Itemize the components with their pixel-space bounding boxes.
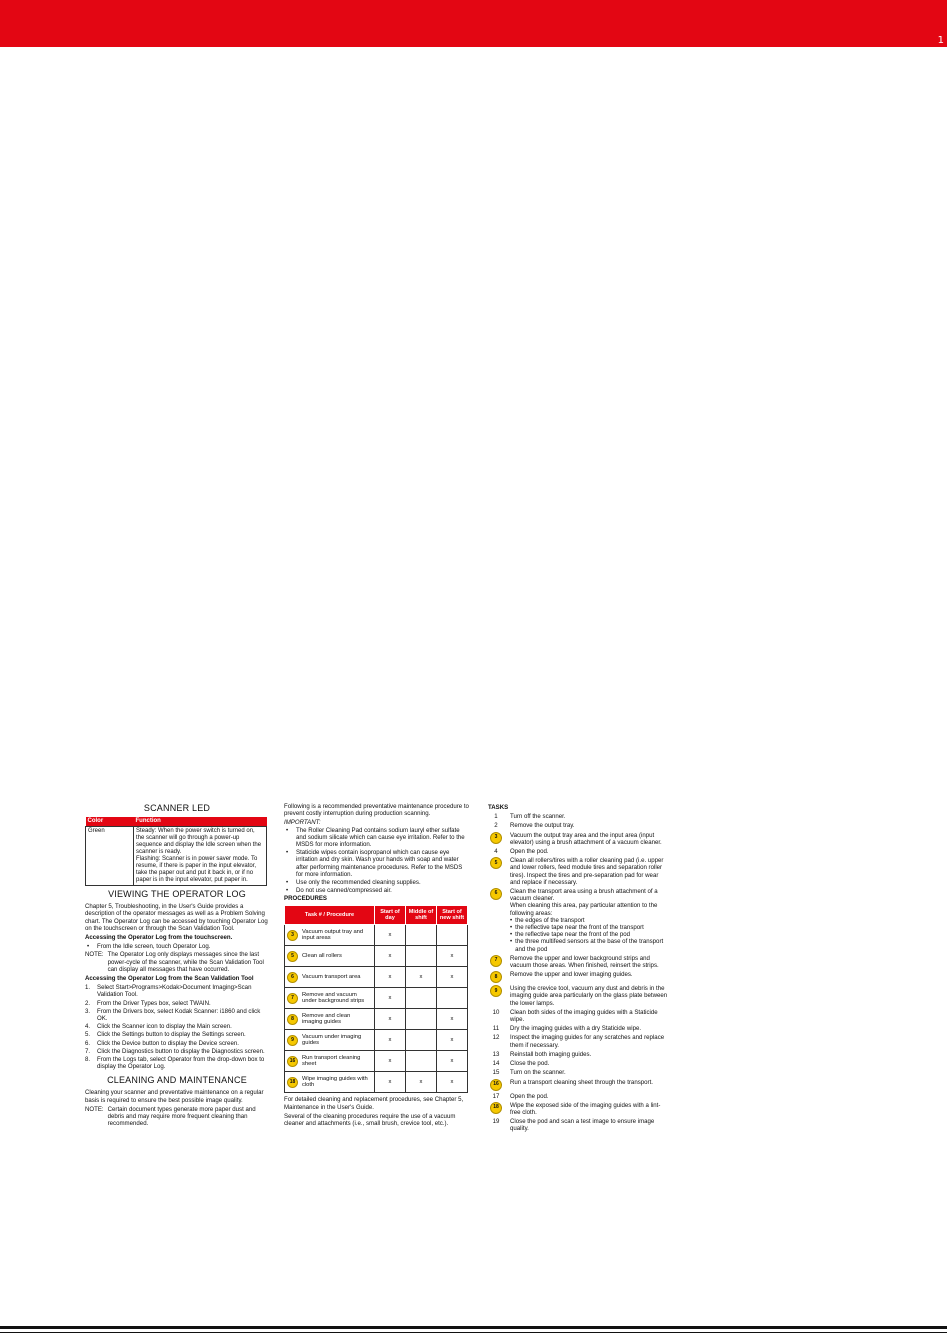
procedures-table: [284, 905, 468, 1094]
touchscreen-bullets: [85, 943, 269, 950]
task-item: [488, 955, 668, 969]
task-number: 11: [492, 1025, 500, 1033]
task-number: 15: [492, 1069, 500, 1077]
task-item: [488, 813, 668, 820]
task-number: 4: [494, 848, 498, 856]
bottom-rule-thin: [0, 1332, 947, 1333]
led-function-cell: [134, 827, 267, 886]
task-item: [488, 857, 668, 886]
task-item: [488, 832, 668, 846]
task-text: Run a transport cleaning sheet through the transport.: [510, 1078, 653, 1086]
corner-mark: 1: [937, 35, 944, 46]
led-header-function: Function: [134, 817, 267, 827]
proc-header-new: Start of new shift: [437, 905, 468, 925]
task-number: 12: [492, 1034, 500, 1042]
task-number: 2: [494, 822, 498, 830]
task-number: 1: [494, 813, 498, 821]
schedule-cell: x: [437, 1072, 468, 1093]
task-text: Close the pod.: [510, 1060, 550, 1068]
schedule-cell: x: [406, 1072, 437, 1093]
schedule-cell: x: [375, 1072, 406, 1093]
list-item: • From the Idle screen, touch Operator Log.: [87, 943, 211, 951]
column-middle: [284, 803, 470, 1129]
schedule-cell: x: [375, 925, 406, 946]
bottom-rule-thick: [0, 1326, 947, 1329]
important-label: IMPORTANT:: [284, 819, 321, 827]
task-text: Turn on the scanner.: [510, 1069, 566, 1077]
task-number-badge: 7: [490, 955, 502, 967]
proc-header-task: Task # / Procedure: [285, 905, 375, 925]
procedures-note-1: For detailed cleaning and replacement procedures, see Chapter 5, Maintenance in the User's Guide.: [284, 1096, 464, 1111]
schedule-cell: x: [437, 967, 468, 988]
procedures-heading: PROCEDURES: [284, 895, 328, 903]
schedule-cell: x: [375, 946, 406, 967]
task-item: [488, 1051, 668, 1058]
table-row: [285, 1009, 468, 1030]
task-text: Remove the output tray.: [510, 822, 575, 830]
list-item: • the three multifeed sensors at the base of the transport and the pod: [510, 938, 664, 953]
led-flashing-text: Flashing: Scanner is in power saver mode. To resume, if there is paper in the input elevator, take the paper out and put it back in, or if no paper is in the input elevator, put paper in.: [136, 856, 258, 884]
operator-log-heading: VIEWING THE OPERATOR LOG: [108, 889, 246, 900]
schedule-cell: [437, 988, 468, 1009]
procedures-note-2: Several of the cleaning procedures require the use of a vacuum cleaner and attachments (i.e., small brush, crevice tool, etc.).: [284, 1112, 456, 1128]
list-item: • the reflective tape near the front of the transport: [510, 924, 644, 932]
schedule-cell: x: [375, 1009, 406, 1030]
tasks-heading: TASKS: [488, 804, 509, 811]
list-item: • the reflective tape near the front of the pod: [510, 931, 630, 939]
task-number: 17: [492, 1092, 500, 1100]
svt-subheading: Accessing the Operator Log from the Scan Validation Tool: [85, 975, 254, 983]
scanner-led-heading: SCANNER LED: [143, 803, 211, 813]
step-item: 7. Click the Diagnostics button to display the Diagnostics screen.: [85, 1047, 265, 1055]
important-bullets: [284, 827, 470, 895]
step-item: 4. Click the Scanner icon to display the Main screen.: [85, 1023, 232, 1031]
led-header-color: Color: [86, 817, 134, 827]
task-number-badge: 6: [490, 888, 502, 900]
list-item: • Staticide wipes contain isopropanol which can cause eye irritation and dry skin. Wash your hands with soap and water after performing maintenance procedures. Refer to the MSDS for more information.: [286, 849, 463, 878]
task-text: Remove the upper and lower background strips and vacuum those areas. When finished, reinsert the strips.: [510, 954, 659, 970]
list-item: • The Roller Cleaning Pad contains sodium lauryl ether sulfate and sodium silicate which can cause eye irritation. Refer to the MSDS for more information.: [286, 826, 465, 849]
task-item: [488, 1025, 668, 1032]
schedule-cell: x: [375, 1051, 406, 1072]
schedule-cell: [406, 1030, 437, 1051]
step-item: 6. Click the Device button to display the Device screen.: [85, 1039, 239, 1047]
task-text: Remove the upper and lower imaging guides.: [510, 971, 633, 979]
task-text: Inspect the imaging guides for any scratches and replace them if necessary.: [510, 1034, 665, 1049]
note-operator-log: NOTE: The Operator Log only displays messages since the last power-cycle of the scanner, while the Scan Validation Tool can display all messages that have occurred.: [85, 951, 264, 973]
step-item: 5. Click the Settings button to display the Settings screen.: [85, 1031, 246, 1039]
task-cell: 7 Remove and vacuum under background strips: [285, 988, 375, 1009]
schedule-cell: [406, 925, 437, 946]
schedule-cell: x: [375, 1030, 406, 1051]
touchscreen-subheading: Accessing the Operator Log from the touchscreen.: [85, 934, 233, 942]
task-text: Wipe the exposed side of the imaging guides with a lint-free cloth.: [510, 1101, 661, 1116]
schedule-cell: [406, 1051, 437, 1072]
task-item: [488, 1102, 668, 1116]
list-item: • Do not use canned/compressed air.: [286, 887, 392, 895]
note-cleaning: NOTE: Certain document types generate more paper dust and debris and may require more frequent cleaning than recommended.: [85, 1105, 256, 1128]
column-left: [85, 803, 269, 1129]
schedule-cell: x: [406, 967, 437, 988]
task-number-badge: 8: [490, 971, 502, 983]
list-item: • the edges of the transport: [510, 916, 585, 924]
schedule-cell: [437, 925, 468, 946]
column-right: [488, 803, 668, 1135]
task-text: Open the pod.: [510, 848, 549, 856]
task-cell: 5 Clean all rollers: [285, 946, 375, 967]
task-item: [488, 888, 668, 953]
table-row: [285, 1030, 468, 1051]
step-item: 8. From the Logs tab, select Operator from the drop-down box to display the Operator Log.: [85, 1056, 265, 1071]
task-item: [488, 985, 668, 1007]
task-number-badge: 18: [490, 1102, 502, 1114]
table-row: [285, 946, 468, 967]
task-item: [488, 822, 668, 829]
schedule-cell: [406, 1009, 437, 1030]
task-number-badge: 16: [287, 1056, 298, 1067]
task-number-badge: 16: [490, 1079, 502, 1091]
led-steady-text: Steady: When the power switch is turned on, the scanner will go through a power-up sequence and display the Idle screen when the scanner is ready.: [136, 828, 262, 856]
task-cell: 3 Vacuum output tray and input areas: [285, 925, 375, 946]
cleaning-intro: Cleaning your scanner and preventative maintenance on a regular basis is required to ensure the best possible image quality.: [85, 1089, 264, 1104]
table-row: [285, 967, 468, 988]
task-text: Clean both sides of the imaging guides with a Staticide wipe.: [510, 1008, 658, 1024]
task-text: Using the crevice tool, vacuum any dust and debris in the imaging guide area particularly on the glass plate between the lower lamps.: [510, 985, 668, 1007]
table-row: [285, 1051, 468, 1072]
operator-log-intro: Chapter 5, Troubleshooting, in the User's Guide provides a description of the operator messages as well as a Problem Solving chart. The Operator Log can be accessed by touching Operator Log on the touchscreen or through the Scan Validation Tool.: [85, 903, 268, 932]
task-number-badge: 9: [490, 985, 502, 997]
schedule-cell: [406, 946, 437, 967]
step-item: 1. Select Start>Programs>Kodak>Document Imaging>Scan Validation Tool.: [85, 984, 252, 999]
task-cell: 18 Wipe imaging guides with cloth: [285, 1072, 375, 1093]
task-text: Dry the imaging guides with a dry Staticide wipe.: [510, 1025, 642, 1033]
step-item: 2. From the Driver Types box, select TWAIN.: [85, 999, 211, 1007]
header-bar: [0, 0, 947, 47]
task-number-badge: 18: [287, 1077, 298, 1088]
task-cell: 9 Vacuum under imaging guides: [285, 1030, 375, 1051]
task-text: Reinstall both imaging guides.: [510, 1050, 592, 1058]
tasks-list: [488, 813, 668, 1132]
step-item: 3. From the Drivers box, select Kodak Scanner: i1860 and click OK.: [85, 1007, 261, 1023]
task-number-badge: 6: [287, 972, 298, 983]
table-row: [285, 988, 468, 1009]
schedule-cell: x: [437, 1009, 468, 1030]
task-text: Clean the transport area using a brush attachment of a vacuum cleaner.: [510, 888, 658, 903]
task-number: 10: [492, 1008, 500, 1016]
task-item: [488, 848, 668, 855]
table-row: [285, 1072, 468, 1093]
task-number-badge: 9: [287, 1035, 298, 1046]
schedule-cell: [406, 988, 437, 1009]
schedule-cell: x: [375, 988, 406, 1009]
task-number-badge: 3: [287, 930, 298, 941]
task-number-badge: 7: [287, 993, 298, 1004]
schedule-cell: x: [437, 1030, 468, 1051]
task-number: 19: [492, 1118, 500, 1126]
list-item: • Use only the recommended cleaning supplies.: [286, 879, 421, 887]
svt-steps: [85, 984, 269, 1070]
schedule-cell: x: [437, 1051, 468, 1072]
task-text: Turn off the scanner.: [510, 813, 566, 821]
task-number: 14: [492, 1060, 500, 1068]
maintenance-intro: Following is a recommended preventative maintenance procedure to prevent costly interruption during production scanning.: [284, 803, 469, 818]
proc-header-start: Start of day: [375, 905, 406, 925]
task-item: [488, 1060, 668, 1067]
task-number-badge: 3: [490, 832, 502, 844]
task-text: Close the pod and scan a test image to ensure image quality.: [510, 1118, 655, 1133]
task-cell: 8 Remove and clean imaging guides: [285, 1009, 375, 1030]
task-number-badge: 5: [287, 951, 298, 962]
task-item: [488, 1118, 668, 1132]
task-number-badge: 8: [287, 1014, 298, 1025]
task-number-badge: 5: [490, 857, 502, 869]
led-color-cell: Green: [86, 827, 134, 886]
schedule-cell: x: [437, 946, 468, 967]
task-item: [488, 1009, 668, 1023]
task-cell: 16 Run transport cleaning sheet: [285, 1051, 375, 1072]
task-number: 13: [492, 1050, 500, 1058]
table-row: [285, 925, 468, 946]
task-item: [488, 1079, 668, 1091]
task-text: Clean all rollers/tires with a roller cleaning pad (i.e. upper and lower rollers, feed module tires and separation roller tires). Inspect the tires and pre-separation pad for wear and replace if necessary.: [510, 857, 664, 886]
proc-header-middle: Middle of shift: [406, 905, 437, 925]
task-extra-text: When cleaning this area, pay particular attention to the following areas:: [510, 902, 658, 917]
task-sub-list: [510, 917, 668, 953]
cleaning-heading: CLEANING AND MAINTENANCE: [107, 1075, 247, 1086]
task-item: [488, 1034, 668, 1048]
task-text: Open the pod.: [510, 1092, 549, 1100]
task-item: [488, 971, 668, 983]
task-cell: 6 Vacuum transport area: [285, 967, 375, 988]
schedule-cell: x: [375, 967, 406, 988]
task-text: Vacuum the output tray area and the input area (input elevator) using a brush attachment of a vacuum cleaner.: [510, 831, 662, 846]
task-item: [488, 1069, 668, 1076]
led-table: [85, 817, 267, 886]
task-item: [488, 1093, 668, 1100]
